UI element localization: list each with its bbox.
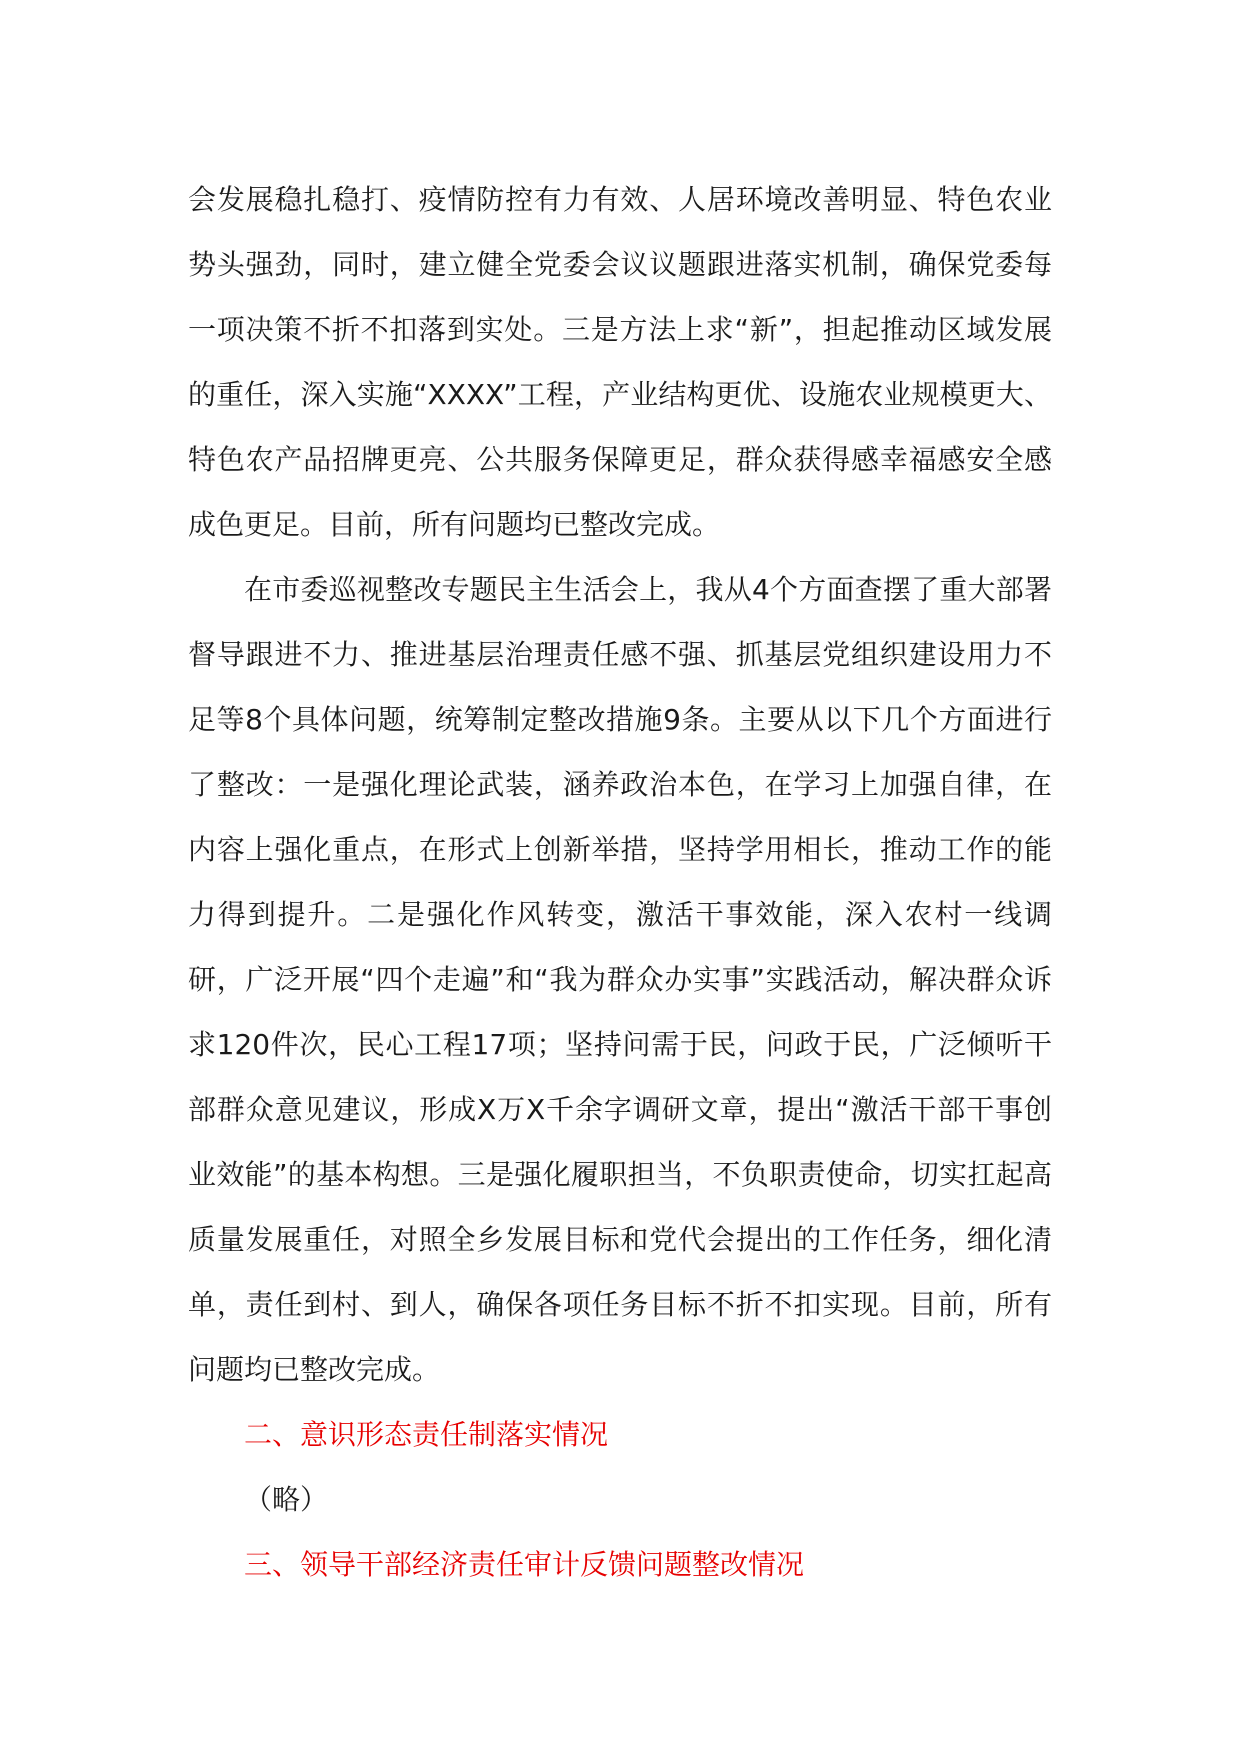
omitted-note: （略） <box>244 1483 329 1516</box>
paragraph-continued: 会发展稳扎稳打、疫情防控有力有效、人居环境改善明显、特色农业势头强劲，同时，建立健全党委会议议题跟进落实机制，确保党委每一项决策不折不扣落到实处。三是方法上求“新”，担起推动区域发展的重任，深入实施“XXXX”工程，产业结构更优、设施农业规模更大、特色农产品招牌更亮、公共服务保障更足，群众获得感幸福感安全感成色更足。目前，所有问题均已整改完成。 <box>188 183 1052 541</box>
section-heading-ideology-responsibility: 二、意识形态责任制落实情况 <box>244 1418 609 1451</box>
document-body <box>188 167 1052 1597</box>
section-heading-economic-audit: 三、领导干部经济责任审计反馈问题整改情况 <box>244 1548 805 1581</box>
paragraph-inspection-rectification: 在市委巡视整改专题民主生活会上，我从4个方面查摆了重大部署督导跟进不力、推进基层治理责任感不强、抓基层党组织建设用力不足等8个具体问题，统筹制定整改措施9条。主要从以下几个方面进行了整改：一是强化理论武装，涵养政治本色，在学习上加强自律，在内容上强化重点，在形式上创新举措，坚持学用相长，推动工作的能力得到提升。二是强化作风转变，激活干事效能，深入农村一线调研，广泛开展“四个走遍”和“我为群众办实事”实践活动，解决群众诉求120件次，民心工程17项；坚持问需于民，问政于民，广泛倾听干部群众意见建议，形成X万X千余字调研文章，提出“激活干部干事创业效能”的基本构想。三是强化履职担当，不负职责使命，切实扛起高质量发展重任，对照全乡发展目标和党代会提出的工作任务，细化清单，责任到村、到人，确保各项任务目标不折不扣实现。目前，所有问题均已整改完成。 <box>188 573 1052 1386</box>
